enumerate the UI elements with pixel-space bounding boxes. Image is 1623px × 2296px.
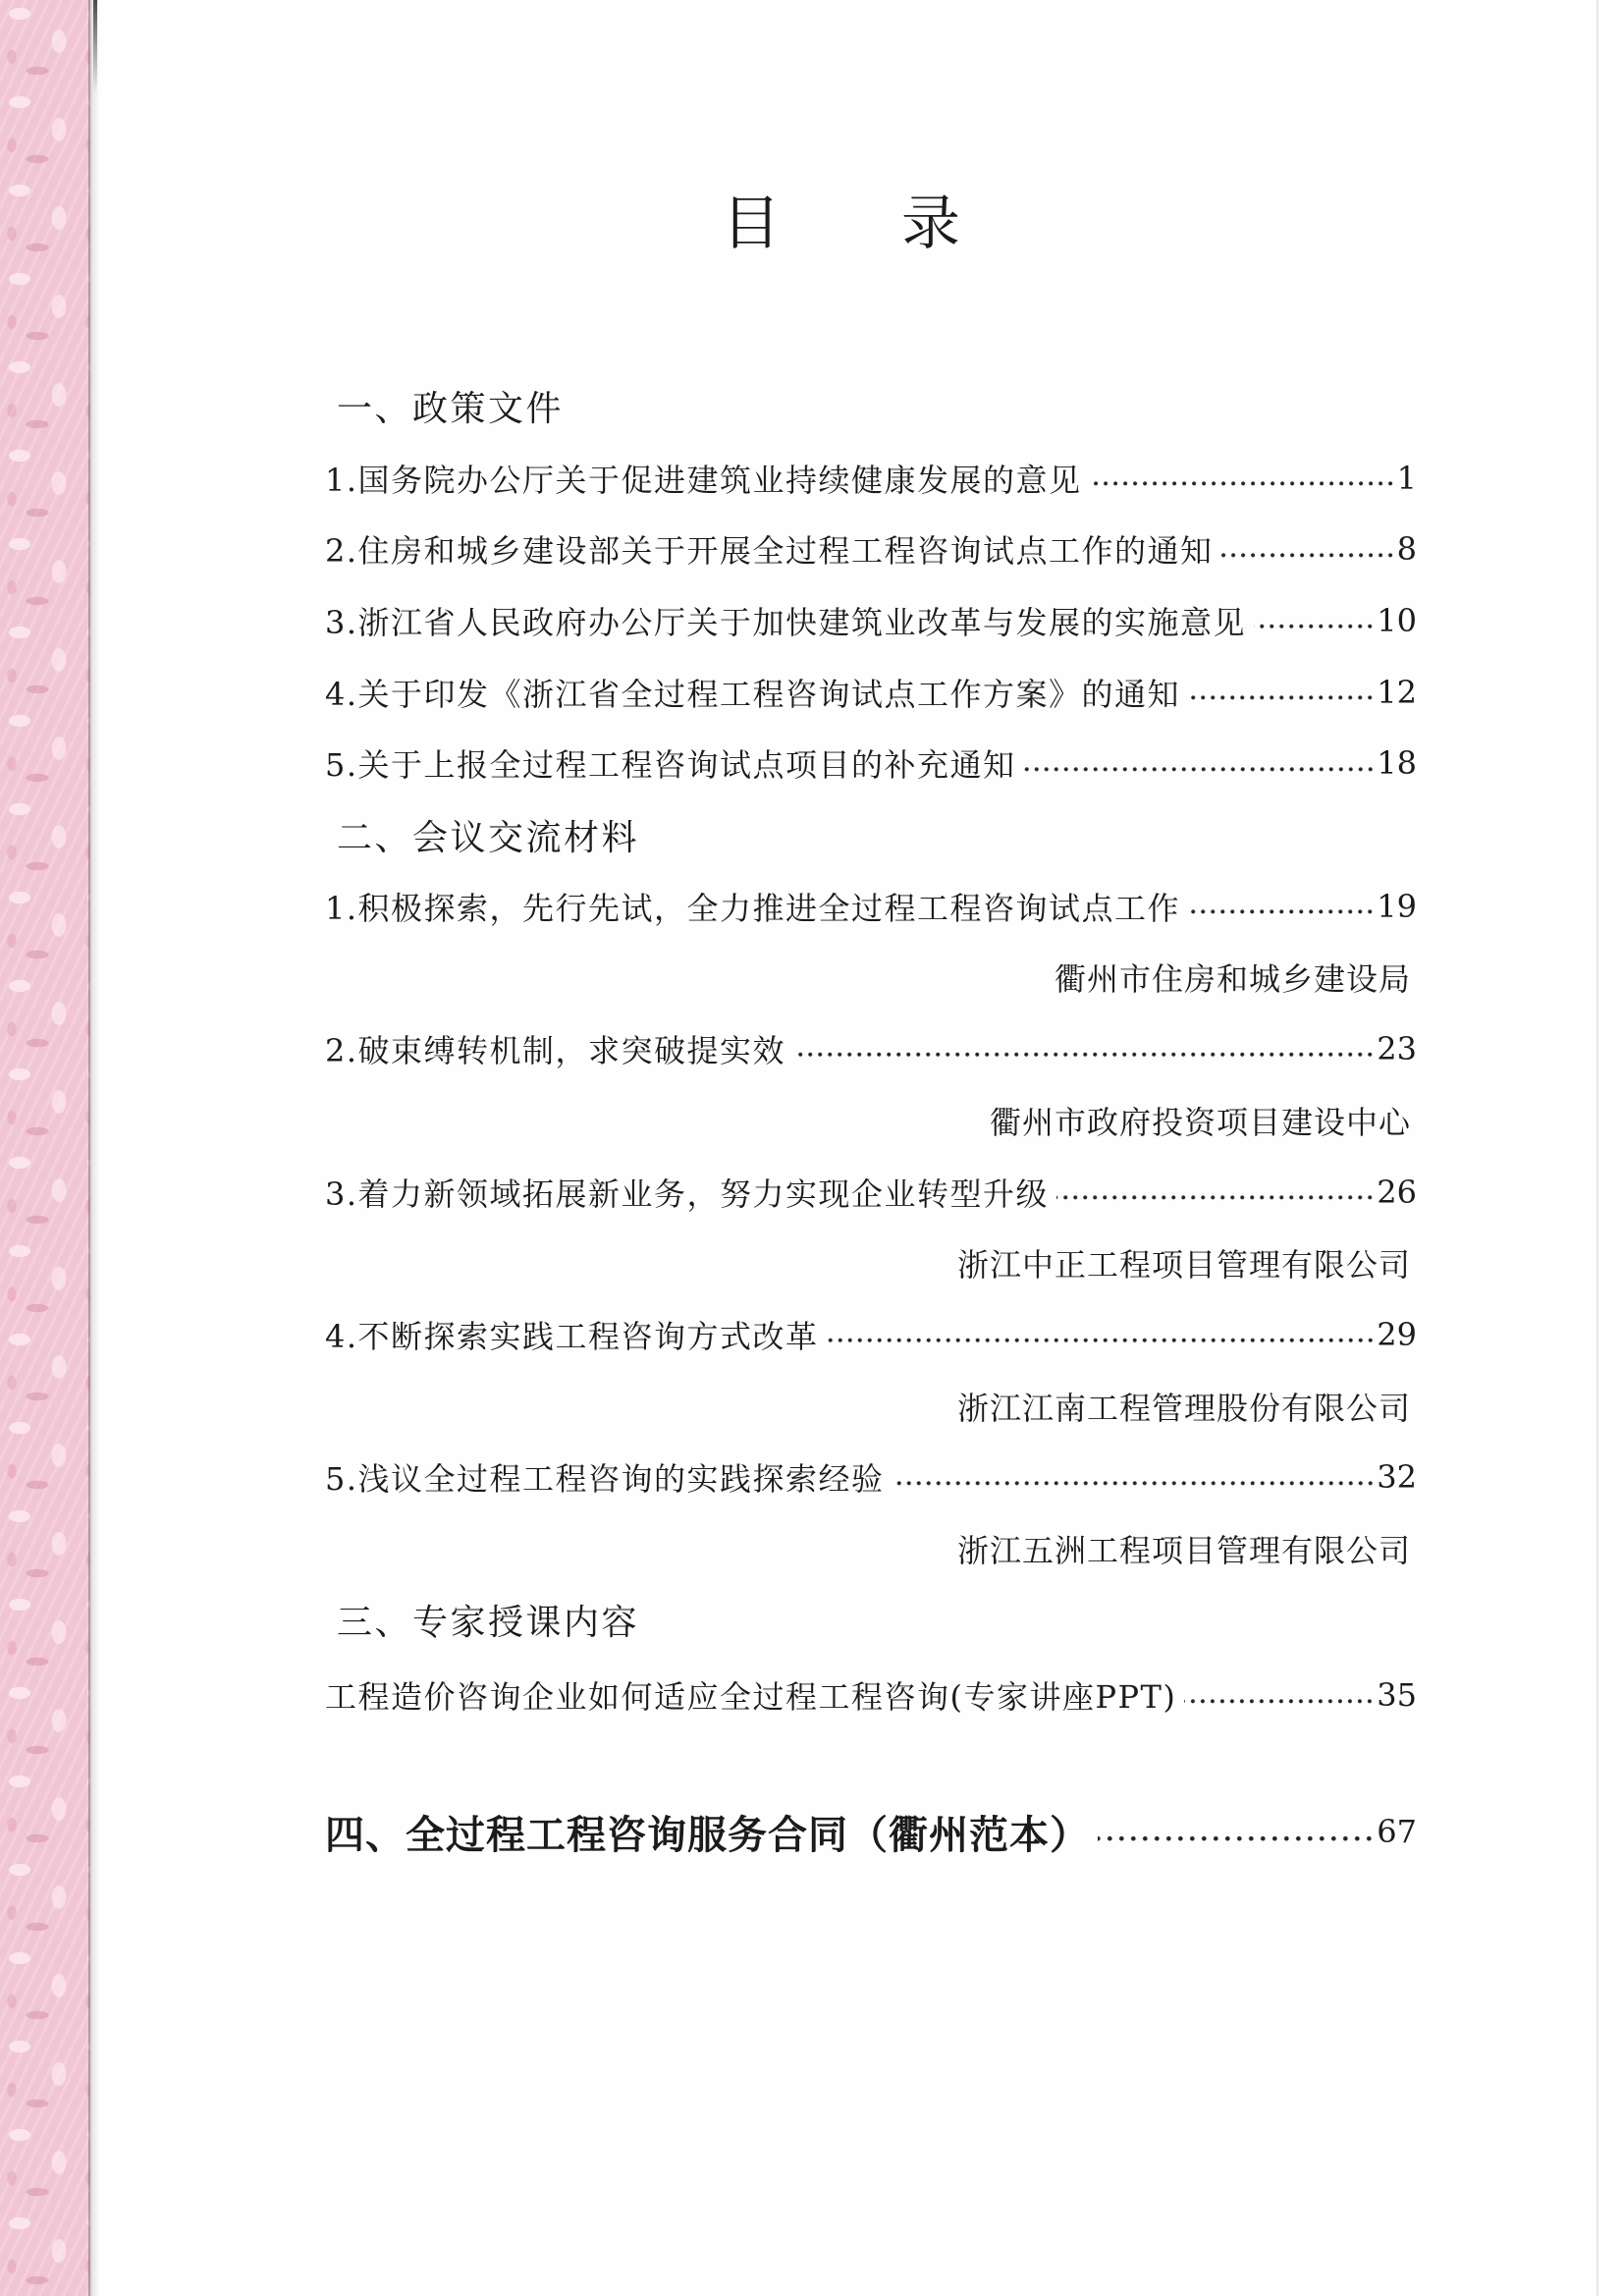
toc-entry	[325, 1013, 1417, 1085]
dot-leader	[1090, 442, 1395, 514]
page-edge-shadow	[88, 0, 100, 2296]
toc-entry-page: 12	[1377, 673, 1417, 711]
dot-leader	[893, 1442, 1376, 1513]
toc-entry-organization: 浙江江南工程管理股份有限公司	[956, 1389, 1411, 1427]
section-heading: 一、政策文件	[337, 389, 565, 430]
toc-entry-organization: 浙江五洲工程项目管理有限公司	[956, 1531, 1411, 1569]
section-heading: 二、会议交流材料	[337, 817, 640, 858]
toc-entry-page: 32	[1377, 1458, 1417, 1497]
toc-entry-title: 2.住房和城乡建设部关于开展全过程工程咨询试点工作的通知	[325, 532, 1214, 571]
dot-leader	[827, 1299, 1376, 1371]
toc-entry-page: 26	[1377, 1173, 1417, 1211]
section-heading: 四、全过程工程咨询服务合同（衢州范本）	[325, 1811, 1090, 1858]
toc-entry-page: 29	[1377, 1315, 1417, 1353]
toc-entry-organization: 衢州市住房和城乡建设局	[1054, 960, 1411, 999]
toc-entry	[325, 1660, 1417, 1731]
toc-entry	[325, 442, 1417, 514]
toc-entry-title: 1.积极探索，先行先试，全力推进全过程工程咨询试点工作	[325, 889, 1181, 927]
toc-entry-page: 8	[1396, 530, 1417, 569]
toc-entry-title: 4.不断探索实践工程咨询方式改革	[325, 1317, 819, 1355]
dot-leader	[1254, 585, 1375, 657]
toc-entry-page: 19	[1377, 887, 1417, 925]
dot-leader	[1221, 514, 1395, 585]
toc-entry-page: 23	[1377, 1030, 1417, 1068]
section-heading-entry	[325, 1796, 1417, 1868]
toc-entry-organization: 衢州市政府投资项目建设中心	[989, 1103, 1411, 1141]
toc-entry	[325, 514, 1417, 585]
toc-entry-title: 工程造价咨询企业如何适应全过程工程咨询(专家讲座PPT)	[325, 1678, 1177, 1717]
page-edge-top-shadow	[93, 0, 97, 93]
toc-entry-organization: 浙江中正工程项目管理有限公司	[956, 1246, 1411, 1285]
dot-leader	[1184, 1660, 1375, 1731]
toc-title: 目录	[722, 190, 1081, 258]
toc-entry-title: 3.着力新领域拓展新业务，努力实现企业转型升级	[325, 1175, 1050, 1213]
page-right-edge	[1596, 0, 1598, 2296]
dot-leader	[1098, 1796, 1375, 1868]
toc-entry	[325, 870, 1417, 942]
dot-leader	[1024, 728, 1376, 799]
dot-leader	[793, 1013, 1375, 1085]
dot-leader	[1056, 1156, 1375, 1228]
dot-leader	[1188, 870, 1375, 942]
toc-entry-page: 67	[1377, 1813, 1417, 1850]
toc-entry-title: 5.浅议全过程工程咨询的实践探索经验	[325, 1460, 885, 1499]
toc-entry-title: 2.破束缚转机制，求突破提实效	[325, 1032, 786, 1070]
toc-entry-page: 35	[1377, 1676, 1417, 1715]
toc-entry-title: 1.国务院办公厅关于促进建筑业持续健康发展的意见	[325, 461, 1082, 499]
toc-entry-title: 5.关于上报全过程工程咨询试点项目的补充通知	[325, 746, 1016, 785]
toc-entry-page: 18	[1377, 744, 1417, 783]
toc-entry	[325, 1156, 1417, 1228]
toc-entry	[325, 1442, 1417, 1513]
toc-list	[325, 371, 1417, 1868]
section-heading: 三、专家授课内容	[337, 1603, 640, 1644]
toc-entry	[325, 656, 1417, 728]
toc-entry-title: 4.关于印发《浙江省全过程工程咨询试点工作方案》的通知	[325, 675, 1181, 713]
toc-entry-page: 1	[1396, 459, 1417, 497]
toc-entry-title: 3.浙江省人民政府办公厅关于加快建筑业改革与发展的实施意见	[325, 604, 1247, 641]
toc-entry	[325, 728, 1417, 799]
pink-cover-strip	[0, 0, 90, 2296]
dot-leader	[1188, 656, 1375, 728]
toc-entry	[325, 1299, 1417, 1371]
toc-entry-page: 10	[1377, 602, 1417, 639]
toc-entry	[325, 585, 1417, 657]
